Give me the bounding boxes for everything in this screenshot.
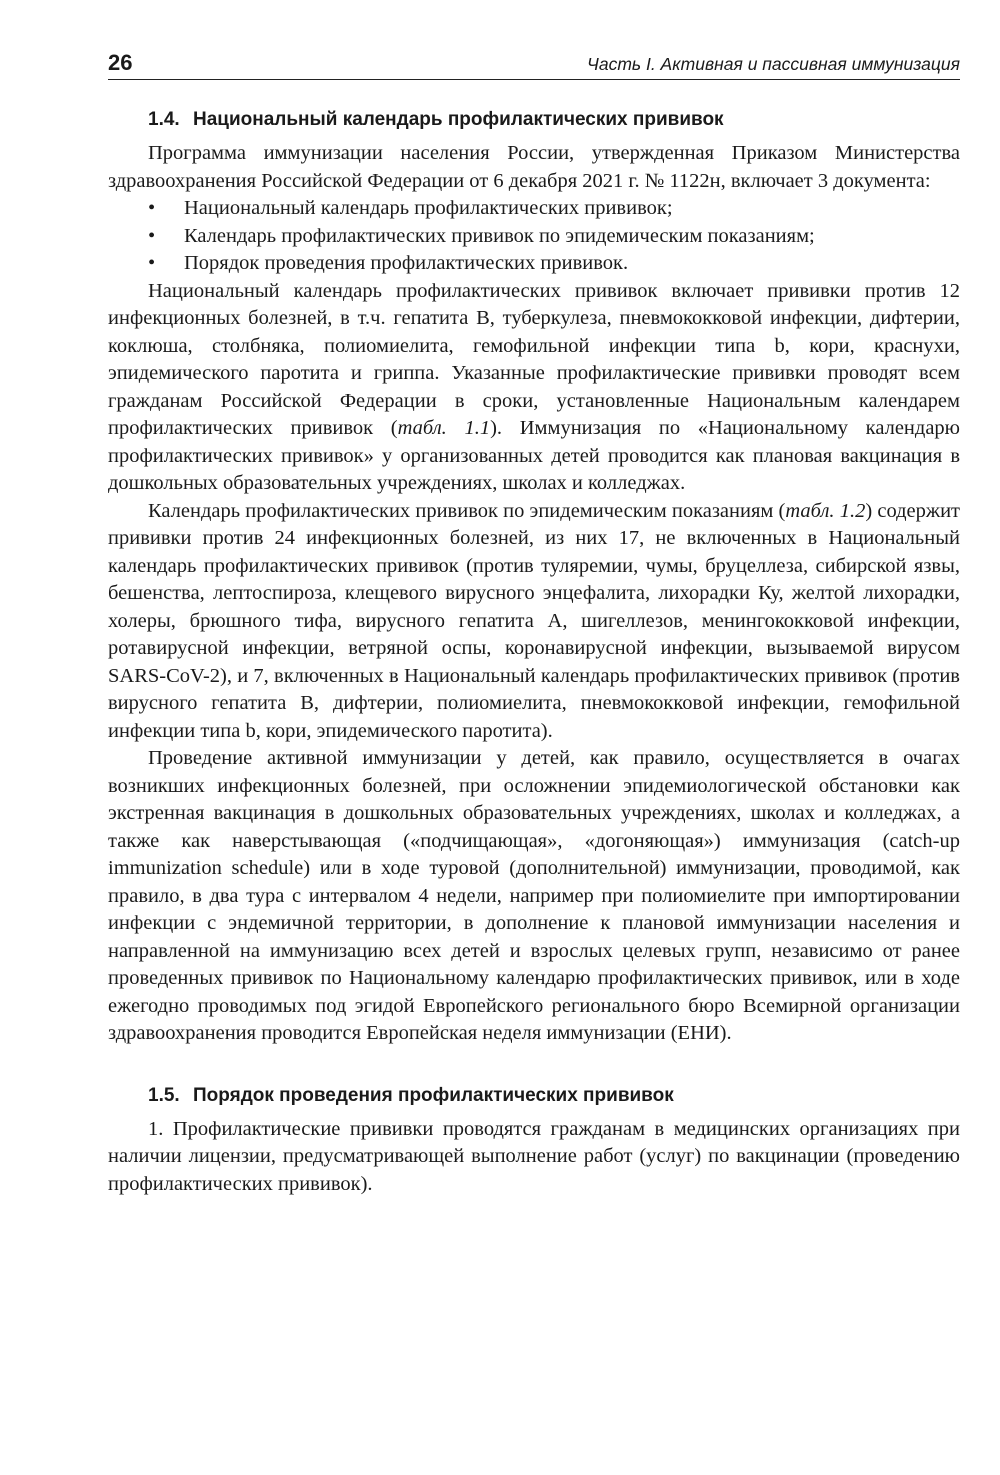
running-title: Часть I. Активная и пассивная иммунизация bbox=[587, 54, 960, 74]
list-item bbox=[108, 250, 960, 278]
section-1-5-title: Порядок проведения профилактических прививок bbox=[192, 1084, 674, 1106]
list-item bbox=[108, 223, 960, 251]
section-1-5-number: 1.5. bbox=[148, 1084, 180, 1106]
paragraph-procedure-1: 1. Профилактические прививки проводятся гражданам в медицинских организациях при наличии лицензии, предусматривающей выполнение работ (услуг) по вакцинации (проведению профилактических прививок). bbox=[108, 1117, 960, 1195]
document-list bbox=[108, 195, 960, 278]
page-number: 26 bbox=[108, 50, 133, 75]
section-1-5-heading bbox=[108, 1084, 960, 1108]
section-1-4-intro: Программа иммунизации населения России, утвержденная Приказом Министерства здравоохранения Российской Федерации от 6 декабря 2021 г. № 1122н, включает 3 документа: bbox=[108, 142, 960, 192]
section-1-4-title: Национальный календарь профилактических прививок bbox=[192, 109, 724, 130]
list-item bbox=[108, 195, 960, 223]
list-item-text: Порядок проведения профилактических прививок. bbox=[184, 252, 629, 274]
running-header bbox=[108, 52, 960, 80]
bullet-icon: • bbox=[148, 252, 156, 274]
paragraph-text: ). Иммунизация по «Национальному календарю профилактических прививок» у организованных детей проводится как плановая вакцинация в дошкольных образовательных учреждениях, школах и колледжах. bbox=[108, 417, 960, 494]
paragraph-text: ) содержит прививки против 24 инфекционных болезней, из них 17, не включенных в Национальный календарь профилактических прививок (против туляремии, чумы, бруцеллеза, сибирской язвы, бешенства, лептоспироза, клещевого вирусного энцефалита, лихорадки Ку, желтой лихорадки, холеры, брюшного тифа, вирусного гепатита А, шигеллезов, менингококковой инфекции, ротавирусной инфекции, ветряной оспы, коронавирусной инфекции, вызываемой вирусом SARS-CoV-2), и 7, включенных в Национальный календарь профилактических прививок (против вирусного гепатита В, дифтерии, полиомиелита, пневмококковой инфекции, гемофильной инфекции типа b, кори, эпидемического паротита). bbox=[108, 499, 961, 742]
table-reference-1-1: табл. 1.1 bbox=[397, 417, 491, 439]
paragraph-epidemic-calendar bbox=[108, 498, 960, 746]
bullet-icon: • bbox=[148, 224, 156, 247]
paragraph-active-immunization: Проведение активной иммунизации у детей, как правило, осуществляется в очагах возникших инфекционных болезней, при осложнении эпидемиологической обстановки как экстренная вакцинация в дошкольных образовательных учреждениях, школах и колледжах, а также как наверстывающая («подчищающая», «догоняющая») иммунизация (catch-up immunization schedule) или в ходе туровой (дополнительной) иммунизации, проводимой, как правило, в два тура с интервалом 4 недели, например при полиомиелите при импортировании инфекции с эндемичной территории, в дополнение к плановой иммунизации населения и направленной на иммунизацию всех детей и взрослых целевых групп, независимо от ранее проведенных прививок по Национальному календарю профилактических прививок, или в ходе ежегодно проводимых под эгидой Европейского регионального бюро Всемирной организации здравоохранения проводится Европейская неделя иммунизации (ЕНИ). bbox=[108, 747, 960, 1044]
body-text bbox=[108, 108, 960, 1198]
section-1-4-number: 1.4. bbox=[148, 109, 180, 130]
list-item-text: Календарь профилактических прививок по эпидемическим показаниям; bbox=[184, 224, 815, 247]
table-reference-1-2: табл. 1.2 bbox=[785, 499, 866, 522]
bullet-icon: • bbox=[148, 197, 156, 219]
list-item-text: Национальный календарь профилактических прививок; bbox=[184, 197, 673, 219]
section-1-4-heading bbox=[108, 108, 960, 132]
paragraph-text: Календарь профилактических прививок по эпидемическим показаниям ( bbox=[148, 499, 786, 522]
paragraph-national-calendar bbox=[108, 278, 960, 498]
paragraph-text: Национальный календарь профилактических прививок включает прививки против 12 инфекционных болезней, в т.ч. гепатита В, туберкулеза, пневмококковой инфекции, дифтерии, коклюша, столбняка, полиомиелита, гемофильной инфекции типа b, кори, краснухи, эпидемического паротита и гриппа. Указанные профилактические прививки проводят всем гражданам Российской Федерации в сроки, установленные Национальным календарем профилактических прививок ( bbox=[108, 279, 960, 439]
